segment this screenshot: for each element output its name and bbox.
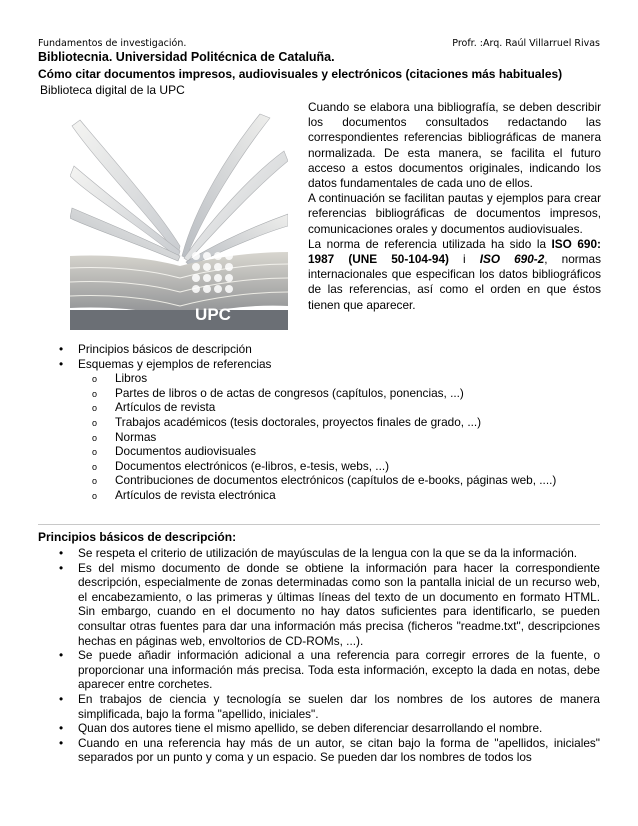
header-author: Profr. :Arq. Raúl Villarruel Rivas: [452, 38, 600, 49]
list-item: • Quan dos autores tiene el mismo apellido, se deben diferenciar desarrollando el nombre.: [38, 721, 600, 736]
norm-text-e: , normas internacionales que especifican los datos bibliográficos de las referencias, así como el orden en que éstos tienen que aparecer.: [308, 252, 601, 312]
toc-item-esquemas[interactable]: [38, 357, 598, 503]
upc-logo-text: UPC: [195, 305, 231, 324]
toc-subitem[interactable]: o Documentos electrónicos (e-libros, e-tesis, webs, ...): [78, 459, 598, 474]
table-of-contents: [38, 342, 598, 503]
section-divider: [38, 524, 600, 525]
list-item: • Cuando en una referencia hay más de un autor, se citan bajo la forma de "apellidos, iniciales" separados por un punto y coma y un espacio. Se pueden dar los nombres de todos los: [38, 736, 600, 765]
principles-list: [38, 546, 600, 765]
document-subtitle: Cómo citar documentos impresos, audiovisuales y electrónicos (citaciones más habituales): [38, 67, 563, 81]
list-item: • Se puede añadir información adicional a una referencia para corregir errores de la fuente, o proporcionar una información más precisa. Toda esta información, excepto la dada en notas, debe aparecer entre corchetes.: [38, 648, 600, 692]
document-source: Biblioteca digital de la UPC: [40, 83, 185, 97]
intro-paragraph-1: Cuando se elabora una bibliografía, se deben describir los documentos consultados redactando las correspondientes referencias bibliográficas de manera normalizada. De esta manera, se facilita el futuro acceso a estos documentos originales, indicando los datos fundamentales de cada uno de ellos.: [308, 100, 601, 191]
header-course: Fundamentos de investigación.: [38, 38, 187, 49]
toc-subitem[interactable]: o Libros: [78, 371, 598, 386]
toc-subitem[interactable]: o Documentos audiovisuales: [78, 444, 598, 459]
list-item: • Se respeta el criterio de utilización de mayúsculas de la lengua con la que se da la información.: [38, 546, 600, 561]
intro-text: [308, 100, 601, 313]
toc-subitem[interactable]: o Partes de libros o de actas de congresos (capítulos, ponencias, ...): [78, 386, 598, 401]
intro-paragraph-2: A continuación se facilitan pautas y ejemplos para crear referencias bibliográficas de documentos impresos, comunicaciones orales y documentos audiovisuales.: [308, 191, 601, 236]
list-item: • Es del mismo documento de donde se obtiene la información para hacer la correspondiente descripción, especialmente de zonas determinadas como son la pantalla inicial de un recurso web, el encabezamiento, o las primeras y últimas líneas del texto de un documento en formato HTML. Sin embargo, cuando en el documento no hay datos suficientes para identificarlo, se pueden consultar otras fuentes para dar una información más precisa (ficheros "readme.txt", descripciones hechas en páginas web, envoltorios de CD-ROMs, ...).: [38, 561, 600, 649]
toc-item-principios[interactable]: [38, 342, 598, 357]
open-book-image: [70, 106, 288, 330]
toc-subitem[interactable]: o Normas: [78, 430, 598, 445]
norm-text-c: i: [448, 252, 480, 267]
norm-text-a: La norma de referencia utilizada ha sido la: [308, 236, 552, 251]
page-header: [38, 38, 600, 50]
document-title: Bibliotecnia. Universidad Politécnica de Cataluña.: [38, 50, 335, 64]
intro-paragraph-3: [308, 237, 601, 313]
toc-subitem[interactable]: o Trabajos académicos (tesis doctorales, proyectos finales de grado, ...): [78, 415, 598, 430]
toc-item-label: Esquemas y ejemplos de referencias: [78, 356, 272, 371]
list-item: • En trabajos de ciencia y tecnología se suelen dar los nombres de los autores de manera simplificada, bajo la forma "apellido, iniciales".: [38, 692, 600, 721]
section-title: Principios básicos de descripción:: [38, 530, 237, 544]
norm-iso-690-2: ISO 690-2: [479, 252, 545, 267]
toc-subitem[interactable]: o Artículos de revista: [78, 400, 598, 415]
toc-subitem[interactable]: o Contribuciones de documentos electrónicos (capítulos de e-books, páginas web, ....): [78, 473, 598, 488]
toc-sublist: [78, 371, 598, 502]
norm-iso-690: ISO 690: 1987 (UNE 50-104-94): [308, 236, 601, 267]
toc-subitem[interactable]: o Artículos de revista electrónica: [78, 488, 598, 503]
toc-item-label: Principios básicos de descripción: [78, 342, 252, 356]
